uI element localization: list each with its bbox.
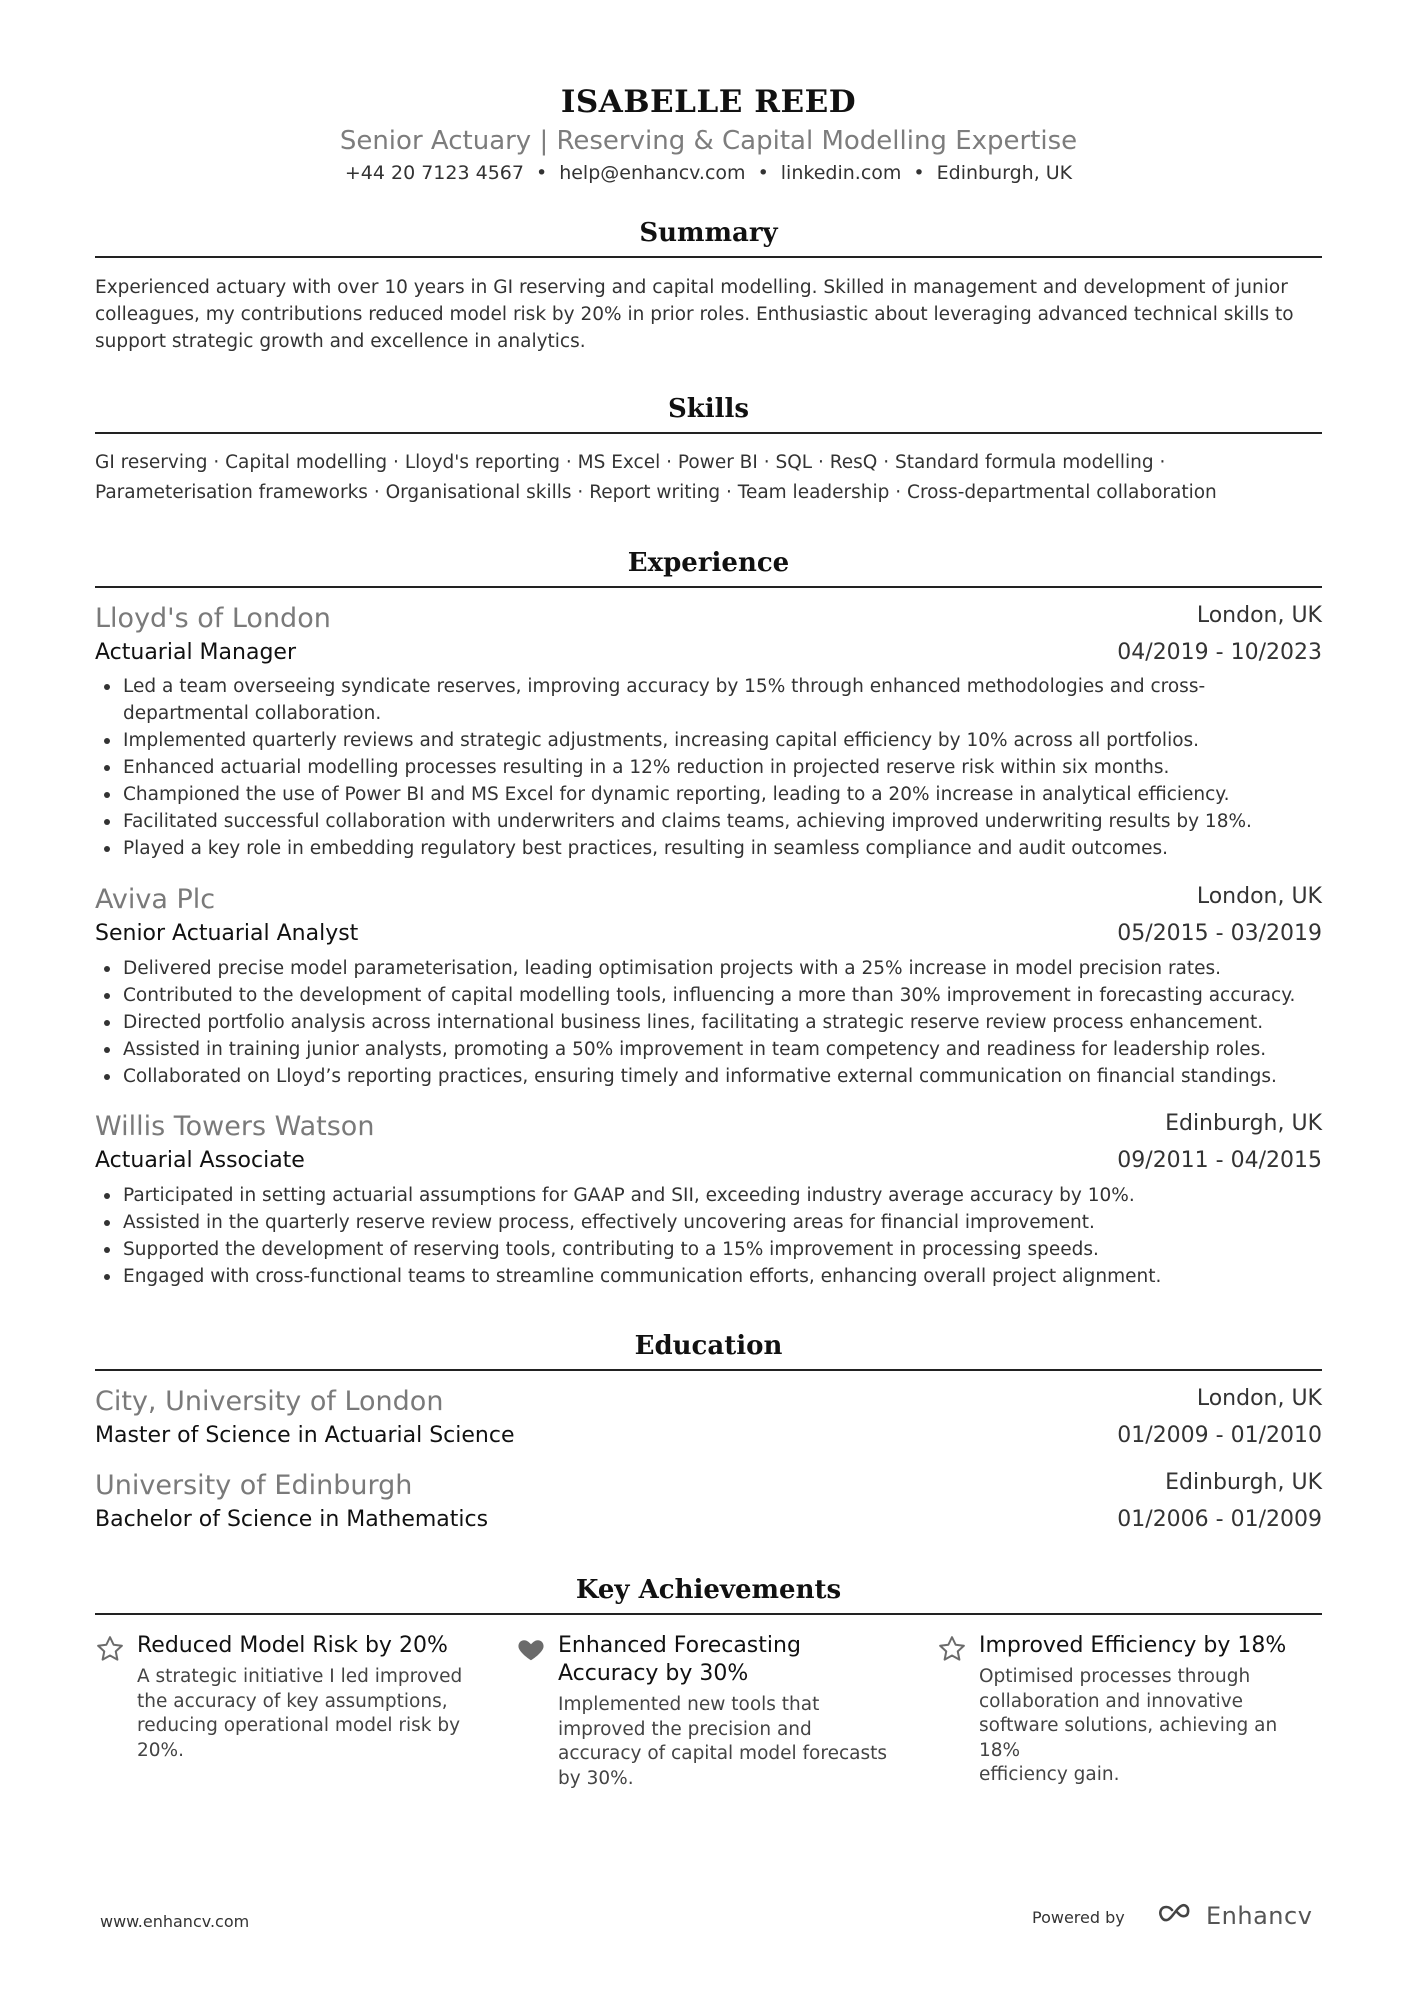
- school-name: University of Edinburgh: [95, 1470, 413, 1501]
- job-entry-header: [95, 1111, 1322, 1145]
- list-item: Played a key role in embedding regulatory best practices, resulting in seamless compliance and audit outcomes.: [95, 835, 1322, 862]
- school-name: City, University of London: [95, 1386, 444, 1417]
- job-entry-header: [95, 884, 1322, 918]
- achievement-description: Optimised processes through collaboration and innovative software solutions, achieving an 18% efficiency gain.: [979, 1666, 1278, 1785]
- list-item: Assisted in training junior analysts, promoting a 50% improvement in team competency and readiness for leadership roles.: [95, 1036, 1322, 1063]
- job-bullets: [95, 673, 1322, 862]
- separator-dot: •: [757, 162, 769, 184]
- job-dates: 04/2019 - 10/2023: [1117, 640, 1322, 665]
- list-item: Contributed to the development of capital modelling tools, influencing a more than 30% improvement in forecasting accuracy.: [95, 982, 1322, 1009]
- job-entry-header: [95, 603, 1322, 637]
- job-title: Senior Actuarial Analyst: [95, 921, 359, 946]
- list-item: Directed portfolio analysis across international business lines, facilitating a strategic reserve review process enhancement.: [95, 1009, 1322, 1036]
- education-entry-header: [95, 1386, 1322, 1420]
- list-item: Assisted in the quarterly reserve review process, effectively uncovering areas for financial improvement.: [95, 1209, 1322, 1236]
- heart-icon: [516, 1634, 546, 1664]
- education-entry-header: [95, 1470, 1322, 1504]
- phone-contact[interactable]: +44 20 7123 4567: [344, 162, 524, 184]
- footer-website-link[interactable]: www.enhancv.com: [100, 1912, 250, 1931]
- email-contact[interactable]: help@enhancv.com: [559, 162, 746, 184]
- list-item: Participated in setting actuarial assumptions for GAAP and SII, exceeding industry average accuracy by 10%.: [95, 1182, 1322, 1209]
- list-item: Supported the development of reserving tools, contributing to a 15% improvement in processing speeds.: [95, 1236, 1322, 1263]
- enhancv-logo[interactable]: [1152, 1898, 1312, 1934]
- skills-heading: Skills: [95, 394, 1322, 434]
- location-contact: Edinburgh, UK: [936, 162, 1073, 184]
- job-dates: 09/2011 - 04/2015: [1117, 1148, 1322, 1173]
- linkedin-contact[interactable]: linkedin.com: [780, 162, 902, 184]
- enhancv-logo-icon: [1152, 1902, 1200, 1930]
- skills-list: [95, 448, 1322, 508]
- experience-heading: Experience: [95, 548, 1322, 588]
- achievement-title: Enhanced Forecasting Accuracy by 30%: [558, 1633, 801, 1686]
- separator-dot: •: [535, 162, 548, 184]
- achievement-title: Improved Efficiency by 18%: [979, 1633, 1287, 1658]
- list-item: Delivered precise model parameterisation, leading optimisation projects with a 25% increase in model precision rates.: [95, 955, 1322, 982]
- enhancv-brand-name: Enhancv: [1206, 1902, 1313, 1930]
- skills-line: GI reserving · Capital modelling · Lloyd's reporting · MS Excel · Power BI · SQL · ResQ · Standard formula modelling ·: [95, 452, 1166, 473]
- list-item: Facilitated successful collaboration with underwriters and claims teams, achieving improved underwriting results by 18%.: [95, 808, 1322, 835]
- headline: Senior Actuary | Reserving & Capital Modelling Expertise: [339, 126, 1078, 156]
- achievement-description: Implemented new tools that improved the precision and accuracy of capital model forecasts by 30%.: [558, 1694, 887, 1789]
- employer-name: Willis Towers Watson: [95, 1111, 375, 1142]
- education-dates: 01/2009 - 01/2010: [1117, 1423, 1322, 1448]
- school-location: London, UK: [1196, 1386, 1322, 1411]
- summary-text: [95, 274, 1322, 355]
- summary-heading: Summary: [95, 218, 1322, 258]
- job-bullets: [95, 1182, 1322, 1290]
- achievements-heading: Key Achievements: [95, 1575, 1322, 1615]
- list-item: Led a team overseeing syndicate reserves, improving accuracy by 15% through enhanced methodologies and cross- departmental collaboration.: [95, 673, 1322, 727]
- list-item: Collaborated on Lloyd’s reporting practices, ensuring timely and informative external communication on financial standings.: [95, 1063, 1322, 1090]
- contact-bar: [95, 162, 1322, 184]
- employer-name: Lloyd's of London: [95, 603, 331, 634]
- separator-dot: •: [913, 162, 925, 184]
- degree: Bachelor of Science in Mathematics: [95, 1507, 489, 1532]
- job-bullets: [95, 955, 1322, 1090]
- job-title: Actuarial Manager: [95, 640, 296, 665]
- achievement-title: Reduced Model Risk by 20%: [137, 1633, 448, 1658]
- degree: Master of Science in Actuarial Science: [95, 1423, 515, 1448]
- list-item: Engaged with cross-functional teams to streamline communication efforts, enhancing overall project alignment.: [95, 1263, 1322, 1290]
- job-dates: 05/2015 - 03/2019: [1117, 921, 1322, 946]
- job-location: London, UK: [1196, 603, 1322, 628]
- summary-line: support strategic growth and excellence in analytics.: [95, 331, 586, 352]
- job-location: London, UK: [1196, 884, 1322, 909]
- employer-name: Aviva Plc: [95, 884, 216, 915]
- candidate-name: ISABELLE REED: [560, 84, 857, 120]
- achievement-description: A strategic initiative I led improved the accuracy of key assumptions, reducing operational model risk by 20%.: [137, 1666, 463, 1761]
- list-item: Championed the use of Power BI and MS Excel for dynamic reporting, leading to a 20% increase in analytical efficiency.: [95, 781, 1322, 808]
- school-location: Edinburgh, UK: [1165, 1470, 1322, 1495]
- powered-by-label: Powered by: [1032, 1908, 1125, 1927]
- star-outline-icon: [937, 1634, 967, 1664]
- education-heading: Education: [95, 1331, 1322, 1371]
- star-outline-icon: [95, 1634, 125, 1664]
- skills-line: Parameterisation frameworks · Organisational skills · Report writing · Team leadership · Cross-departmental collaboration: [95, 482, 1217, 503]
- summary-line: colleagues, my contributions reduced model risk by 20% in prior roles. Enthusiastic about leveraging advanced technical skills to: [95, 304, 1294, 325]
- summary-line: Experienced actuary with over 10 years in GI reserving and capital modelling. Skilled in management and development of junior: [95, 277, 1288, 298]
- education-dates: 01/2006 - 01/2009: [1117, 1507, 1322, 1532]
- list-item: Implemented quarterly reviews and strategic adjustments, increasing capital efficiency by 10% across all portfolios.: [95, 727, 1322, 754]
- list-item: Enhanced actuarial modelling processes resulting in a 12% reduction in projected reserve risk within six months.: [95, 754, 1322, 781]
- job-location: Edinburgh, UK: [1165, 1111, 1322, 1136]
- job-title: Actuarial Associate: [95, 1148, 305, 1173]
